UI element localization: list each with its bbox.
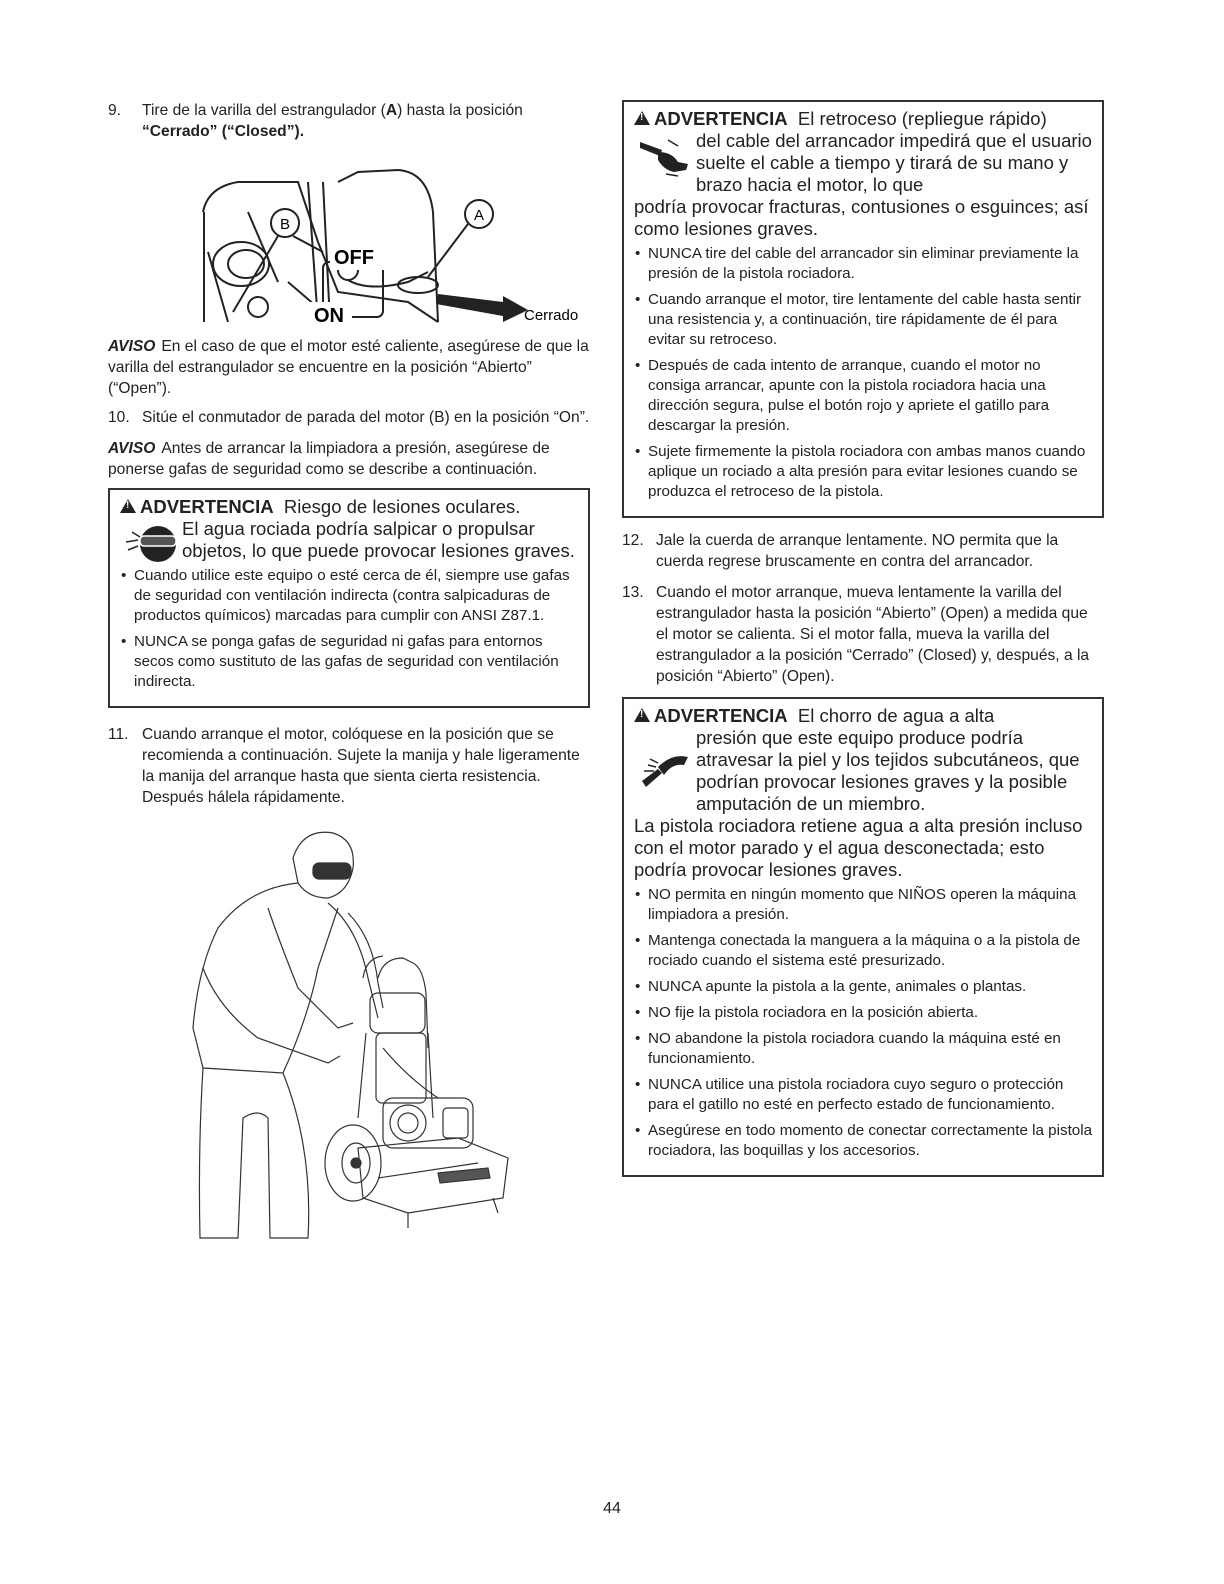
warning-bullet: • NO fije la pistola rociadora en la posición abierta. [634,1003,1094,1023]
step-text-2: ) hasta la posición [397,102,523,119]
warning-header [634,705,1094,727]
operator-figure [108,818,590,1248]
warning-text: presión que este equipo produce podría atravesar la piel y los tejidos subcutáneos, que podrían provocar lesiones graves y la posible amputación de un miembro. [696,727,1080,814]
warning-bullet: • NO permita en ningún momento que NIÑOS operen la máquina limpiadora a presión. [634,885,1094,925]
step-9 [108,100,590,142]
warning-eye-injury [108,488,590,708]
warning-bullet: • NUNCA apunte la pistola a la gente, animales o plantas. [634,977,1094,997]
warning-label: ADVERTENCIA [654,108,788,129]
operator-illustration [108,818,590,1248]
step-10 [108,407,590,428]
warning-header [634,108,1094,130]
label-b: B [279,216,291,233]
left-column [108,100,590,1248]
warning-bullet: • NUNCA se ponga gafas de seguridad ni gafas para entornos secos como sustituto de las gafas de seguridad con ventilación indirecta. [120,632,580,692]
step-number: 10. [108,409,130,426]
step-text: Sitúe el conmutador de parada del motor (B) en la posición “On”. [142,409,590,426]
warning-bullet: • Asegúrese en todo momento de conectar correctamente la pistola rociadora, las boquillas y los accesorios. [634,1121,1094,1161]
step-number: 11. [108,726,129,743]
warning-title: Riesgo de lesiones oculares. [283,496,521,517]
warning-body [634,727,1094,881]
warning-high-pressure [622,697,1104,1177]
warning-bullet: • Cuando utilice este equipo o esté cerca de él, siempre use gafas de seguridad con ventilación indirecta (contra salpicaduras de productos químicos) marcadas para cumplir con ANSI Z87.1. [120,566,580,626]
step-text: Cuando el motor arranque, mueva lentamente la varilla del estrangulador hasta la posición “Abierto” (Open) a medida que el motor se calienta. Si el motor falla, mueva la varilla del estrangulador a la posición “Cerrado” (Closed) y, después, a la posición “Abierto” (Open). [656,584,1090,685]
aviso-label: AVISO [108,338,156,355]
step-number: 13. [622,584,644,601]
warning-bullet: • Después de cada intento de arranque, cuando el motor no consiga arrancar, apunte con la pistola rociadora hacia una dirección segura, pulse el botón rojo y apriete el gatillo para descargar la presión. [634,356,1094,436]
warning-title: El chorro de agua a alta [797,705,995,726]
step-number: 12. [622,532,644,549]
warning-bullet: • Cuando arranque el motor, tire lentamente del cable hasta sentir una resistencia y, a continuación, tire rápidamente de él para evitar su retroceso. [634,290,1094,350]
step-11 [108,724,590,808]
warning-body [634,130,1094,240]
warning-text: del cable del arrancador impedirá que el usuario suelte el cable a tiempo y tirará de su mano y brazo hacia el motor, lo que [696,130,1092,195]
warning-label: ADVERTENCIA [140,496,274,517]
kickback-hand-icon [638,134,694,178]
step-text: Jale la cuerda de arranque lentamente. NO permita que la cuerda regrese bruscamente en contra del arrancador. [656,532,1059,570]
warning-bullet: • Sujete firmemente la pistola rociadora con ambas manos cuando aplique un rociado a alta presión para evitar lesiones cuando se produzca el retroceso de la pistola. [634,442,1094,502]
warning-label: ADVERTENCIA [654,705,788,726]
warning-bullet: • NO abandone la pistola rociadora cuando la máquina esté en funcionamiento. [634,1029,1094,1069]
warning-header [120,496,580,518]
aviso-2 [108,438,590,480]
step-text: Tire de la varilla del estrangulador ( [142,102,386,119]
step-ref-a: A [385,102,398,119]
aviso-1 [108,336,590,399]
step-text-3: “Cerrado” (“Closed”). [142,123,305,140]
step-text: Cuando arranque el motor, colóquese en la posición que se recomienda a continuación. Sujete la manija y hale ligeramente la manija del arranque hasta que sienta cierta resistencia. Después hálela rápidamente. [142,726,580,806]
warning-bullet: • NUNCA utilice una pistola rociadora cuyo seguro o protección para el gatillo no esté en perfecto estado de funcionamiento. [634,1075,1094,1115]
warning-text-full: La pistola rociadora retiene agua a alta presión incluso con el motor parado y el agua desconectada; esto podría provocar lesiones graves. [634,815,1083,880]
warning-triangle-icon [120,499,136,513]
warning-triangle-icon [634,708,650,722]
warning-text-full: podría provocar fracturas, contusiones o esguinces; así como lesiones graves. [634,196,1089,239]
warning-bullets [120,566,580,692]
warning-bullet: • Mantenga conectada la manguera a la máquina o a la pistola de rociado cuando el sistema esté presurizado. [634,931,1094,971]
choke-figure [108,152,590,330]
warning-bullets [634,885,1094,1161]
warning-title: El retroceso (repliegue rápido) [797,108,1047,129]
step-12 [622,530,1104,572]
label-off: OFF [334,247,374,269]
warning-triangle-icon [634,111,650,125]
high-pressure-spray-icon [638,747,694,791]
label-cerrado: Cerrado [524,307,579,324]
warning-text: El agua rociada podría salpicar o propulsar objetos, lo que puede provocar lesiones graves. [182,518,575,561]
aviso-label: AVISO [108,440,156,457]
aviso-text: Antes de arrancar la limpiadora a presión, asegúrese de ponerse gafas de seguridad como se describe a continuación. [108,440,550,478]
warning-bullets [634,244,1094,502]
choke-illustration [108,152,590,330]
warning-bullet: • NUNCA tire del cable del arrancador sin eliminar previamente la presión de la pistola rociadora. [634,244,1094,284]
aviso-text: En el caso de que el motor esté caliente, asegúrese de que la varilla del estrangulador se encuentre en la posición “Abierto” (“Open”). [108,338,589,397]
warning-kickback [622,100,1104,518]
page-number: 44 [603,1500,621,1517]
label-on: ON [314,305,344,327]
step-number: 9. [108,102,122,119]
arrow-icon [436,294,528,322]
safety-goggles-icon [124,522,180,566]
step-13 [622,582,1104,687]
label-a: A [473,207,485,224]
right-column [622,100,1104,1189]
warning-body [120,518,580,562]
